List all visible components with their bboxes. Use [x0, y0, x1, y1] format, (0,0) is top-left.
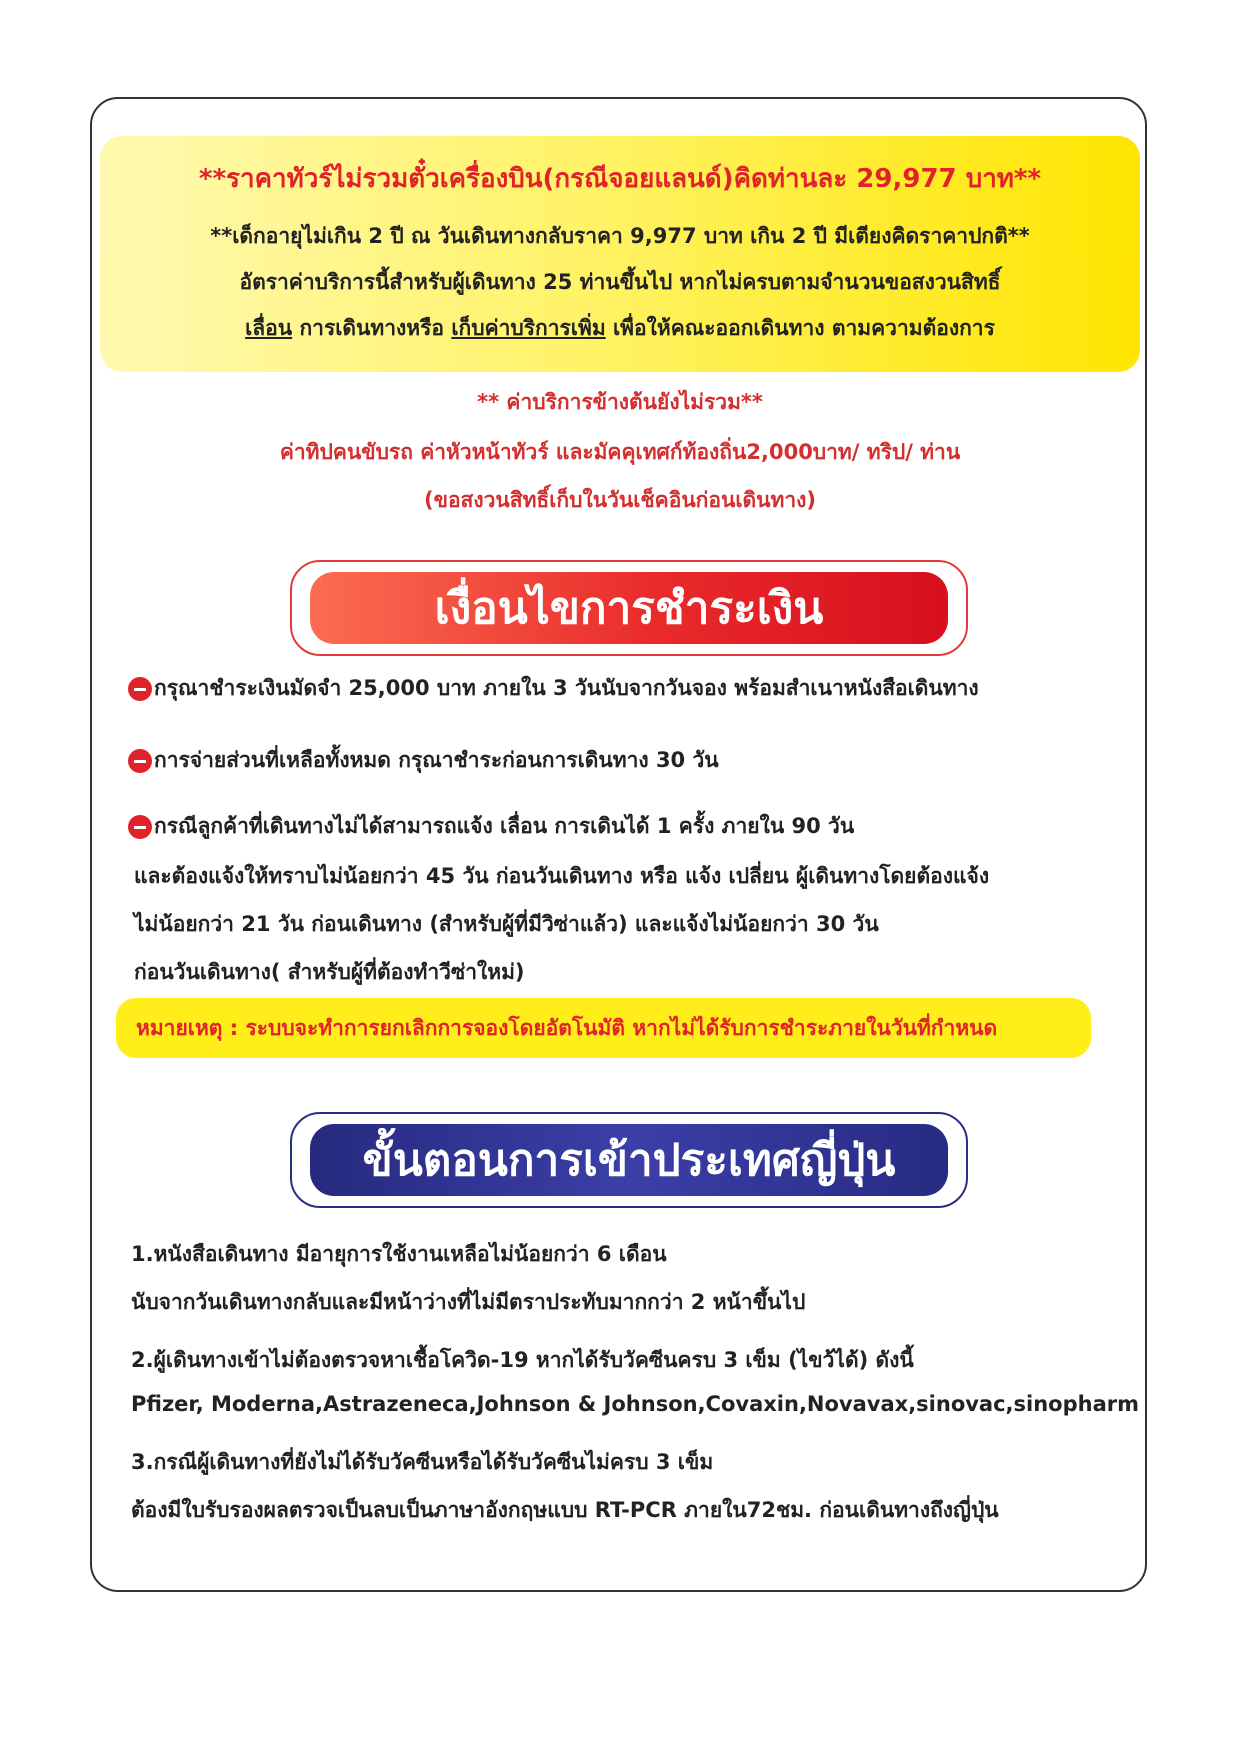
postpone-text: เลื่อน — [245, 316, 293, 340]
entry-step3-line2: ต้องมีใบรับรองผลตรวจเป็นลบเป็นภาษาอังกฤษแบบ RT-PCR ภายใน72ชม. ก่อนเดินทางถึงญี่ปุ่น — [131, 1498, 999, 1522]
extra-cost-detail: ค่าทิปคนขับรถ ค่าหัวหน้าทัวร์ และมัคคุเทศก์ท้องถิ่น2,000บาท/ ทริป/ ท่าน — [279, 440, 961, 464]
promo-reserve-line — [100, 312, 1140, 345]
japan-entry-banner — [290, 1112, 968, 1208]
entry-step1-line2: นับจากวันเดินทางกลับและมีหน้าว่างที่ไม่มีตราประทับมากกว่า 2 หน้าขึ้นไป — [131, 1290, 806, 1314]
extra-cost-title: ** ค่าบริการข้างต้นยังไม่รวม** — [477, 390, 763, 414]
promo-line4-text: การเดินทางหรือ — [292, 316, 452, 340]
entry-step2-vaccines: Pfizer, Moderna,Astrazeneca,Johnson & Johnson,Covaxin,Novavax,sinovac,sinopharm — [131, 1392, 1139, 1416]
promo-child-price-line: **เด็กอายุไม่เกิน 2 ปี ณ วันเดินทางกลับราคา 9,977 บาท เกิน 2 ปี มีเตียงคิดราคาปกติ** — [210, 224, 1030, 248]
minus-bullet-icon — [128, 815, 152, 839]
promo-box — [100, 136, 1140, 372]
promo-minimum-line: อัตราค่าบริการนี้สำหรับผู้เดินทาง 25 ท่านขึ้นไป หากไม่ครบตามจำนวนขอสงวนสิทธิ์ — [239, 270, 1001, 294]
payment-item-change — [128, 810, 854, 843]
promo-price-line: **ราคาทัวร์ไม่รวมตั๋วเครื่องบิน(กรณีจอยแลนด์)คิดท่านละ 29,977 บาท** — [198, 164, 1042, 194]
payment-conditions-title: เงื่อนไขการชำระเงิน — [310, 572, 948, 644]
promo-line4-end: เพื่อให้คณะออกเดินทาง ตามความต้องการ — [605, 316, 995, 340]
payment-item-deposit-text: กรุณาชำระเงินมัดจำ 25,000 บาท ภายใน 3 วันนับจากวันจอง พร้อมสำเนาหนังสือเดินทาง — [154, 676, 979, 700]
payment-item-balance-text: การจ่ายส่วนที่เหลือทั้งหมด กรุณาชำระก่อนการเดินทาง 30 วัน — [154, 748, 719, 772]
payment-item-change-line2: และต้องแจ้งให้ทราบไม่น้อยกว่า 45 วัน ก่อนวันเดินทาง หรือ แจ้ง เปลี่ยน ผู้เดินทางโดยต้องแจ้ง — [134, 864, 990, 888]
minus-bullet-icon — [128, 677, 152, 701]
entry-step2-line1: 2.ผู้เดินทางเข้าไม่ต้องตรวจหาเชื้อโควิด-19 หากได้รับวัคซีนครบ 3 เข็ม (ไขว้ได้) ดังนี้ — [131, 1348, 914, 1372]
japan-entry-title: ขั้นตอนการเข้าประเทศญี่ปุ่น — [310, 1124, 948, 1196]
payment-item-change-line3: ไม่น้อยกว่า 21 วัน ก่อนเดินทาง (สำหรับผู้ที่มีวิซ่าแล้ว) และแจ้งไม่น้อยกว่า 30 วัน — [134, 912, 879, 936]
payment-item-change-line4: ก่อนวันเดินทาง( สำหรับผู้ที่ต้องทำวีซ่าใหม่) — [134, 960, 525, 984]
payment-item-deposit — [128, 672, 979, 705]
minus-bullet-icon — [128, 749, 152, 773]
extra-cost-note: (ขอสงวนสิทธิ์เก็บในวันเช็คอินก่อนเดินทาง) — [423, 488, 817, 512]
payment-item-balance — [128, 744, 719, 777]
cancellation-note: หมายเหตุ : ระบบจะทำการยกเลิกการจองโดยอัตโนมัติ หากไม่ได้รับการชำระภายในวันที่กำหนด — [116, 998, 1091, 1058]
entry-step1-line1: 1.หนังสือเดินทาง มีอายุการใช้งานเหลือไม่น้อยกว่า 6 เดือน — [131, 1242, 667, 1266]
entry-step3-line1: 3.กรณีผู้เดินทางที่ยังไม่ได้รับวัคซีนหรือได้รับวัคซีนไม่ครบ 3 เข็ม — [131, 1450, 714, 1474]
extra-charge-text: เก็บค่าบริการเพิ่ม — [451, 316, 606, 340]
payment-item-change-text: กรณีลูกค้าที่เดินทางไม่ได้สามารถแจ้ง เลื่อน การเดินได้ 1 ครั้ง ภายใน 90 วัน — [154, 814, 855, 838]
payment-conditions-banner — [290, 560, 968, 656]
